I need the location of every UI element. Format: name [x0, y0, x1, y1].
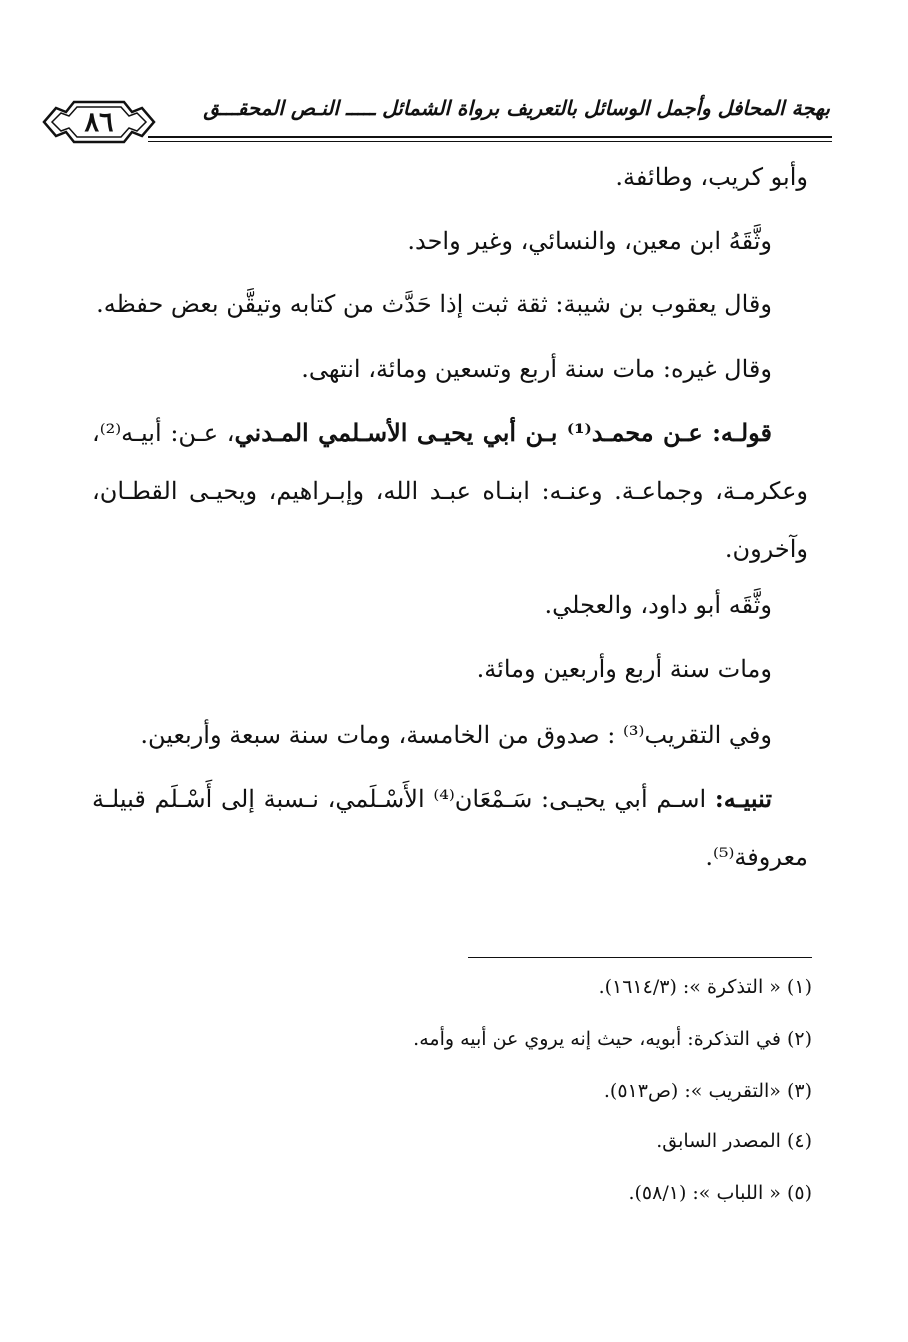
page-number: ٨٦	[84, 106, 114, 138]
footnote-separator	[468, 957, 812, 958]
paragraph-4: وقال غيره: مات سنة أربع وتسعين ومائة، انتهى.	[301, 355, 772, 383]
running-header-title: بهجة المحافل وأجمل الوسائل بالتعريف برواة الشمائل ـــــ النـص المحقـــق	[203, 96, 830, 120]
paragraph-9	[92, 770, 808, 886]
paragraph-2: وثَّقَهُ ابن معين، والنسائي، وغير واحد.	[407, 227, 772, 255]
footnote-4: (٤) المصدر السابق.	[656, 1130, 812, 1152]
paragraph-5	[92, 404, 808, 578]
paragraph-6: وثَّقَه أبو داود، والعجلي.	[544, 591, 772, 619]
header-rule-thin	[148, 141, 832, 142]
paragraph-1: وأبو كريب، وطائفة.	[615, 163, 808, 191]
paragraph-5-lead: قولـه: عـن محمـد⁽¹⁾ بـن أبي يحيـى الأسـلمي المـدني	[234, 418, 773, 447]
footnote-1: (١) « التذكرة »: (١٦١٤/٣).	[598, 976, 812, 998]
footnote-2: (٢) في التذكرة: أبويه، حيث إنه يروي عن أبيه وأمه.	[413, 1028, 812, 1050]
header-rule	[148, 136, 832, 138]
footnote-3: (٣) «التقريب »: (ص٥١٣).	[603, 1080, 812, 1102]
footnote-5: (٥) « اللباب »: (٥٨/١).	[628, 1182, 812, 1204]
paragraph-9-lead: تنبيـه:	[714, 784, 772, 813]
paragraph-7: ومات سنة أربع وأربعين ومائة.	[476, 655, 772, 683]
paragraph-5-text: ، عـن: أبيـه⁽²⁾، وعكرمـة، وجماعـة. وعنـه: ابنـاه عبـد الله، وإبـراهيم، ويحيـى القطـان، وآخرون.	[92, 419, 808, 563]
page-number-badge	[40, 98, 158, 146]
paragraph-8: وفي التقريب⁽³⁾ : صدوق من الخامسة، ومات سنة سبعة وأربعين.	[140, 721, 772, 749]
paragraph-9-text: اسـم أبي يحيـى: سَـمْعَان⁽⁴⁾ الأَسْـلَمي، نـسبة إلى أَسْـلَم قبيلـة معروفة⁽⁵⁾.	[92, 785, 808, 871]
paragraph-3: وقال يعقوب بن شيبة: ثقة ثبت إذا حَدَّث من كتابه وتيقَّن بعض حفظه.	[96, 290, 772, 318]
